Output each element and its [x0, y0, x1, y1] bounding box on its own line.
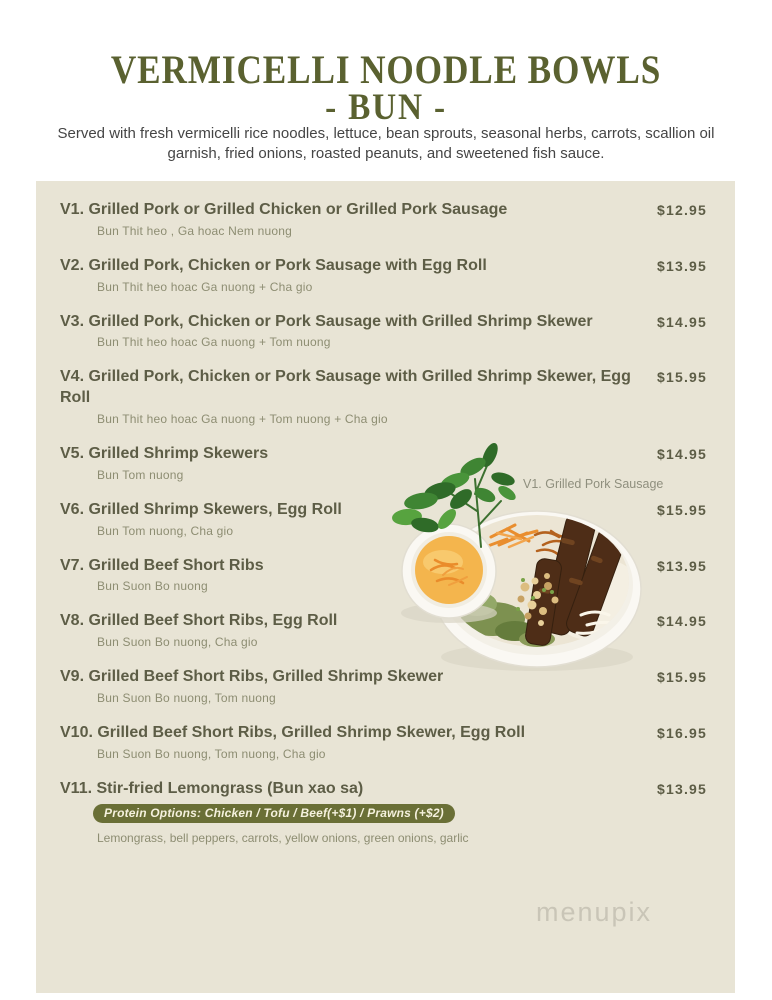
item-price: $14.95 — [657, 313, 708, 330]
item-price: $15.95 — [657, 669, 708, 686]
item-title: V3. Grilled Pork, Chicken or Pork Sausage with Grilled Shrimp Skewer — [60, 312, 593, 330]
item-price: $15.95 — [657, 369, 708, 386]
item-description: Bun Thit heo , Ga hoac Nem nuong — [97, 223, 292, 238]
menu-item-v2 — [60, 256, 735, 294]
item-description: Lemongrass, bell peppers, carrots, yellow onions, green onions, garlic — [97, 830, 469, 845]
item-description: Bun Thit heo hoac Ga nuong + Tom nuong + Cha gio — [97, 411, 388, 426]
menu-item-v1 — [60, 200, 735, 238]
item-title: V11. Stir-fried Lemongrass (Bun xao sa) — [60, 779, 364, 797]
item-description: Bun Tom nuong — [97, 467, 184, 482]
item-price: $13.95 — [657, 780, 708, 797]
item-price: $13.95 — [657, 557, 708, 574]
item-title: V1. Grilled Pork or Grilled Chicken or Grilled Pork Sausage — [60, 201, 508, 218]
item-description: Bun Thit heo hoac Ga nuong + Tom nuong — [97, 335, 331, 350]
menu-title: VERMICELLI NOODLE BOWLS — [110, 47, 662, 92]
menu-item-v4 — [60, 367, 735, 426]
dish-photo-caption: V1. Grilled Pork Sausage — [523, 477, 664, 491]
item-price: $12.95 — [657, 202, 708, 218]
item-price: $14.95 — [657, 445, 708, 462]
item-description: Bun Suon Bo nuong — [97, 579, 208, 594]
item-price: $15.95 — [657, 501, 708, 518]
item-description: Bun Suon Bo nuong, Tom nuong, Cha gio — [97, 746, 326, 761]
menu-subtitle-bun: - BUN - — [325, 87, 447, 128]
item-description: Bun Thit heo hoac Ga nuong + Cha gio — [97, 279, 313, 294]
item-price: $16.95 — [657, 724, 708, 741]
item-title: V8. Grilled Beef Short Ribs, Egg Roll — [60, 612, 338, 630]
item-title: V9. Grilled Beef Short Ribs, Grilled Shrimp Skewer — [60, 668, 444, 686]
item-title: V10. Grilled Beef Short Ribs, Grilled Shrimp Skewer, Egg Roll — [60, 723, 526, 741]
item-title: V5. Grilled Shrimp Skewers — [60, 444, 269, 462]
protein-options-badge: Protein Options: Chicken / Tofu / Beef(+$1) / Prawns (+$2) — [93, 804, 455, 823]
item-description: Bun Suon Bo nuong, Tom nuong — [97, 690, 276, 705]
item-title: V2. Grilled Pork, Chicken or Pork Sausage with Egg Roll — [60, 256, 487, 274]
dish-photo — [385, 439, 675, 687]
item-title: V4. Grilled Pork, Chicken or Pork Sausage with Grilled Shrimp Skewer, Egg Roll — [60, 368, 631, 407]
menu-item-v10 — [60, 723, 735, 761]
menu-intro: Served with fresh vermicelli rice noodles, lettuce, bean sprouts, seasonal herbs, carrots, scallion oil garnish, fried onions, roasted peanuts, and sweetened fish sauce. — [57, 125, 715, 163]
menu-panel — [36, 181, 735, 993]
menupix-watermark: menupix — [536, 897, 653, 927]
item-description: Bun Suon Bo nuong, Cha gio — [97, 635, 258, 650]
menu-item-v3 — [60, 312, 735, 350]
menu-item-v11 — [60, 779, 735, 845]
item-price: $14.95 — [657, 613, 708, 630]
item-description: Bun Tom nuong, Cha gio — [97, 523, 234, 538]
item-title: V6. Grilled Shrimp Skewers, Egg Roll — [60, 500, 342, 518]
item-price: $13.95 — [657, 257, 708, 274]
item-title: V7. Grilled Beef Short Ribs — [60, 556, 264, 574]
